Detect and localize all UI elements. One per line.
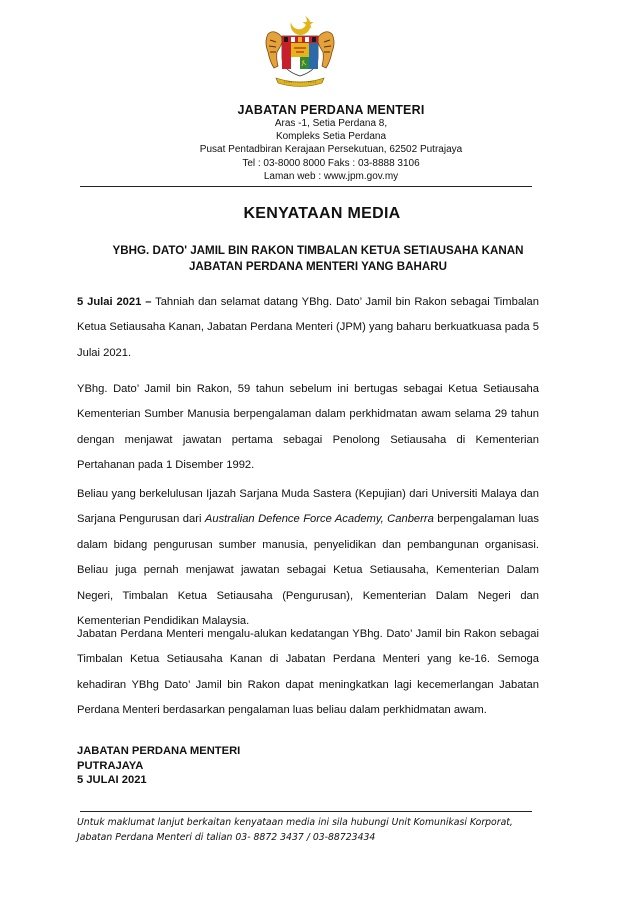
malaysia-coat-of-arms-icon bbox=[258, 12, 342, 96]
footnote-line-1: Untuk maklumat lanjut berkaitan kenyataan media ini sila hubungi Unit Komunikasi Korporat, bbox=[77, 817, 513, 828]
dateline: 5 Julai 2021 – bbox=[77, 296, 152, 308]
headline-line-2: JABATAN PERDANA MENTERI YANG BAHARU bbox=[188, 259, 448, 273]
letterhead-divider bbox=[80, 186, 532, 187]
address-line-1: Aras -1, Setia Perdana 8, bbox=[274, 118, 388, 129]
signoff-location: PUTRAJAYA bbox=[77, 759, 144, 772]
address-line-2: Kompleks Setia Perdana bbox=[275, 131, 387, 143]
paragraph-3-text-b: berpengalaman luas dalam bidang pengurusan sumber manusia, penyelidikan dan pembangunan organisasi. Beliau juga pernah menjawat jawatan sebagai Ketua Setiausaha, Kementerian Dalam Negeri, Timbalan Ketua Setiausaha (Pengurusan), Kementerian Dalam Negeri dan Kementerian Pendidikan Malaysia. bbox=[77, 513, 539, 628]
document-title: KENYATAAN MEDIA bbox=[243, 205, 401, 222]
footnote-line-2: Jabatan Perdana Menteri di talian 03- 8872 3437 / 03-88723434 bbox=[77, 832, 376, 844]
address-line-3: Pusat Pentadbiran Kerajaan Persekutuan, 62502 Putrajaya bbox=[199, 144, 463, 156]
footnote-divider bbox=[80, 811, 532, 812]
organization-name: JABATAN PERDANA MENTERI bbox=[237, 103, 425, 117]
signoff-date: 5 JULAI 2021 bbox=[77, 774, 147, 787]
website-line: Laman web : www.jpm.gov.my bbox=[263, 170, 399, 182]
paragraph-1 bbox=[77, 290, 539, 366]
paragraph-3-text-a: Beliau yang berkelulusan Ijazah Sarjana Muda Sastera (Kepujian) dari Universiti Malaya dan Sarjana Pengurusan dari bbox=[77, 488, 539, 526]
signoff-organization: JABATAN PERDANA MENTERI bbox=[77, 745, 241, 757]
paragraph-4 bbox=[77, 622, 539, 724]
paragraph-2-text: YBhg. Dato’ Jamil bin Rakon, 59 tahun sebelum ini bertugas sebagai Ketua Setiausaha Kementerian Sumber Manusia berpengalaman dalam perkhidmatan awam selama 29 tahun dengan menjawat jawatan pertama sebagai Penolong Setiausaha di Kementerian Pertahanan pada 1 Disember 1992. bbox=[77, 383, 539, 472]
paragraph-4-text: Jabatan Perdana Menteri mengalu-alukan kedatangan YBhg. Dato’ Jamil bin Rakon sebagai Timbalan Ketua Setiausaha Kanan di Jabatan Perdana Menteri yang ke-16. Semoga kehadiran YBhg Dato’ Jamil bin Rakon dapat meningkatkan lagi kecemerlangan Jabatan Perdana Menteri berdasarkan pengalaman luas beliau dalam perkhidmatan awam. bbox=[77, 628, 539, 717]
signoff bbox=[77, 744, 240, 788]
paragraph-3 bbox=[77, 482, 539, 634]
institution-name: Australian Defence Force Academy, Canberra bbox=[204, 513, 434, 526]
contact-line: Tel : 03-8000 8000 Faks : 03-8888 3106 bbox=[242, 157, 420, 169]
headline-line-1: YBHG. DATO' JAMIL BIN RAKON TIMBALAN KETUA SETIAUSAHA KANAN bbox=[112, 244, 524, 257]
letterhead bbox=[0, 103, 636, 183]
paragraph-1-text: Tahniah dan selamat datang YBhg. Dato’ Jamil bin Rakon sebagai Timbalan Ketua Setiausaha Kanan, Jabatan Perdana Menteri (JPM) yang baharu berkuatkuasa pada 5 Julai 2021. bbox=[77, 296, 539, 359]
footnote bbox=[77, 815, 547, 845]
paragraph-2 bbox=[77, 377, 539, 479]
headline bbox=[60, 243, 576, 274]
